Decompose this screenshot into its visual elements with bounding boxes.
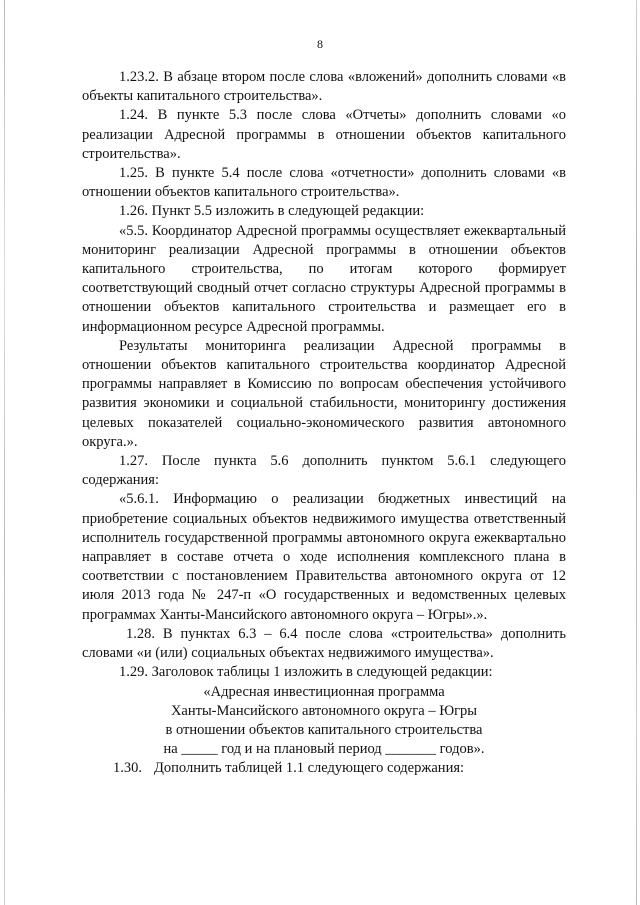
paragraph-5-5: «5.5. Координатор Адресной программы осуществляет ежеквартальный мониторинг реализации Адресной программы в отношении объектов капитального строительства, по итогам которого формирует соответствующий сводный отчет согласно структуры Адресной программы в отношении объектов капитального строительства и размещает его в информационном ресурсе Адресной программы. — [82, 222, 566, 335]
paragraph-1-24: 1.24. В пункте 5.3 после слова «Отчеты» дополнить словами «о реализации Адресной программы в отношении объектов капитального строительства». — [82, 107, 566, 162]
paragraph-1-25: 1.25. В пункте 5.4 после слова «отчетности» дополнить словами «в отношении объектов капитального строительства». — [82, 165, 566, 201]
paragraph-1-30-number: 1.30. — [113, 760, 142, 777]
document-body — [82, 68, 566, 779]
paragraph-monitoring-results: Результаты мониторинга реализации Адресной программы в отношении объектов капитального строительства координатор Адресной программы направляет в Комиссию по вопросам обеспечения устойчивого развития экономики и социальной стабильности, мониторингу достижения целевых показателей социально-экономического развития автономного округа.». — [82, 337, 566, 450]
table-title-line-4: на _____ год и на плановый период _______ годов». — [163, 741, 485, 758]
page-right-edge — [636, 0, 637, 905]
table-title-line-2: Ханты-Мансийского автономного округа – Югры — [170, 702, 478, 719]
paragraph-1-29: 1.29. Заголовок таблицы 1 изложить в следующей редакции: — [119, 664, 493, 681]
page-number: 8 — [317, 37, 323, 51]
paragraph-5-6-1: «5.6.1. Информацию о реализации бюджетных инвестиций на приобретение социальных объектов недвижимого имущества ответственный исполнитель государственной программы автономного округа ежеквартально направляет в составе отчета о ходе исполнения комплексного плана в соответствии с постановлением Правительства автономного округа от 12 июля 2013 года № 247-п «О государственных и ведомственных целевых программах Ханты-Мансийского автономного округа – Югры».». — [82, 491, 566, 623]
paragraph-1-30-text: Дополнить таблицей 1.1 следующего содержания: — [154, 760, 465, 777]
page-left-edge — [4, 0, 5, 905]
paragraph-1-30 — [82, 759, 566, 778]
paragraph-1-27: 1.27. После пункта 5.6 дополнить пунктом 5.6.1 следующего содержания: — [82, 453, 566, 489]
table-title-line-3: в отношении объектов капитального строительства — [165, 721, 483, 738]
paragraph-1-28: 1.28. В пунктах 6.3 – 6.4 после слова «строительства» дополнить словами «и (или) социальных объектах недвижимого имущества». — [82, 625, 566, 662]
paragraph-1-26: 1.26. Пункт 5.5 изложить в следующей редакции: — [119, 203, 425, 220]
table-title-line-1: «Адресная инвестиционная программа — [203, 683, 445, 700]
paragraph-1-23-2: 1.23.2. В абзаце втором после слова «вложений» дополнить словами «в объекты капитального строительства». — [82, 69, 566, 105]
